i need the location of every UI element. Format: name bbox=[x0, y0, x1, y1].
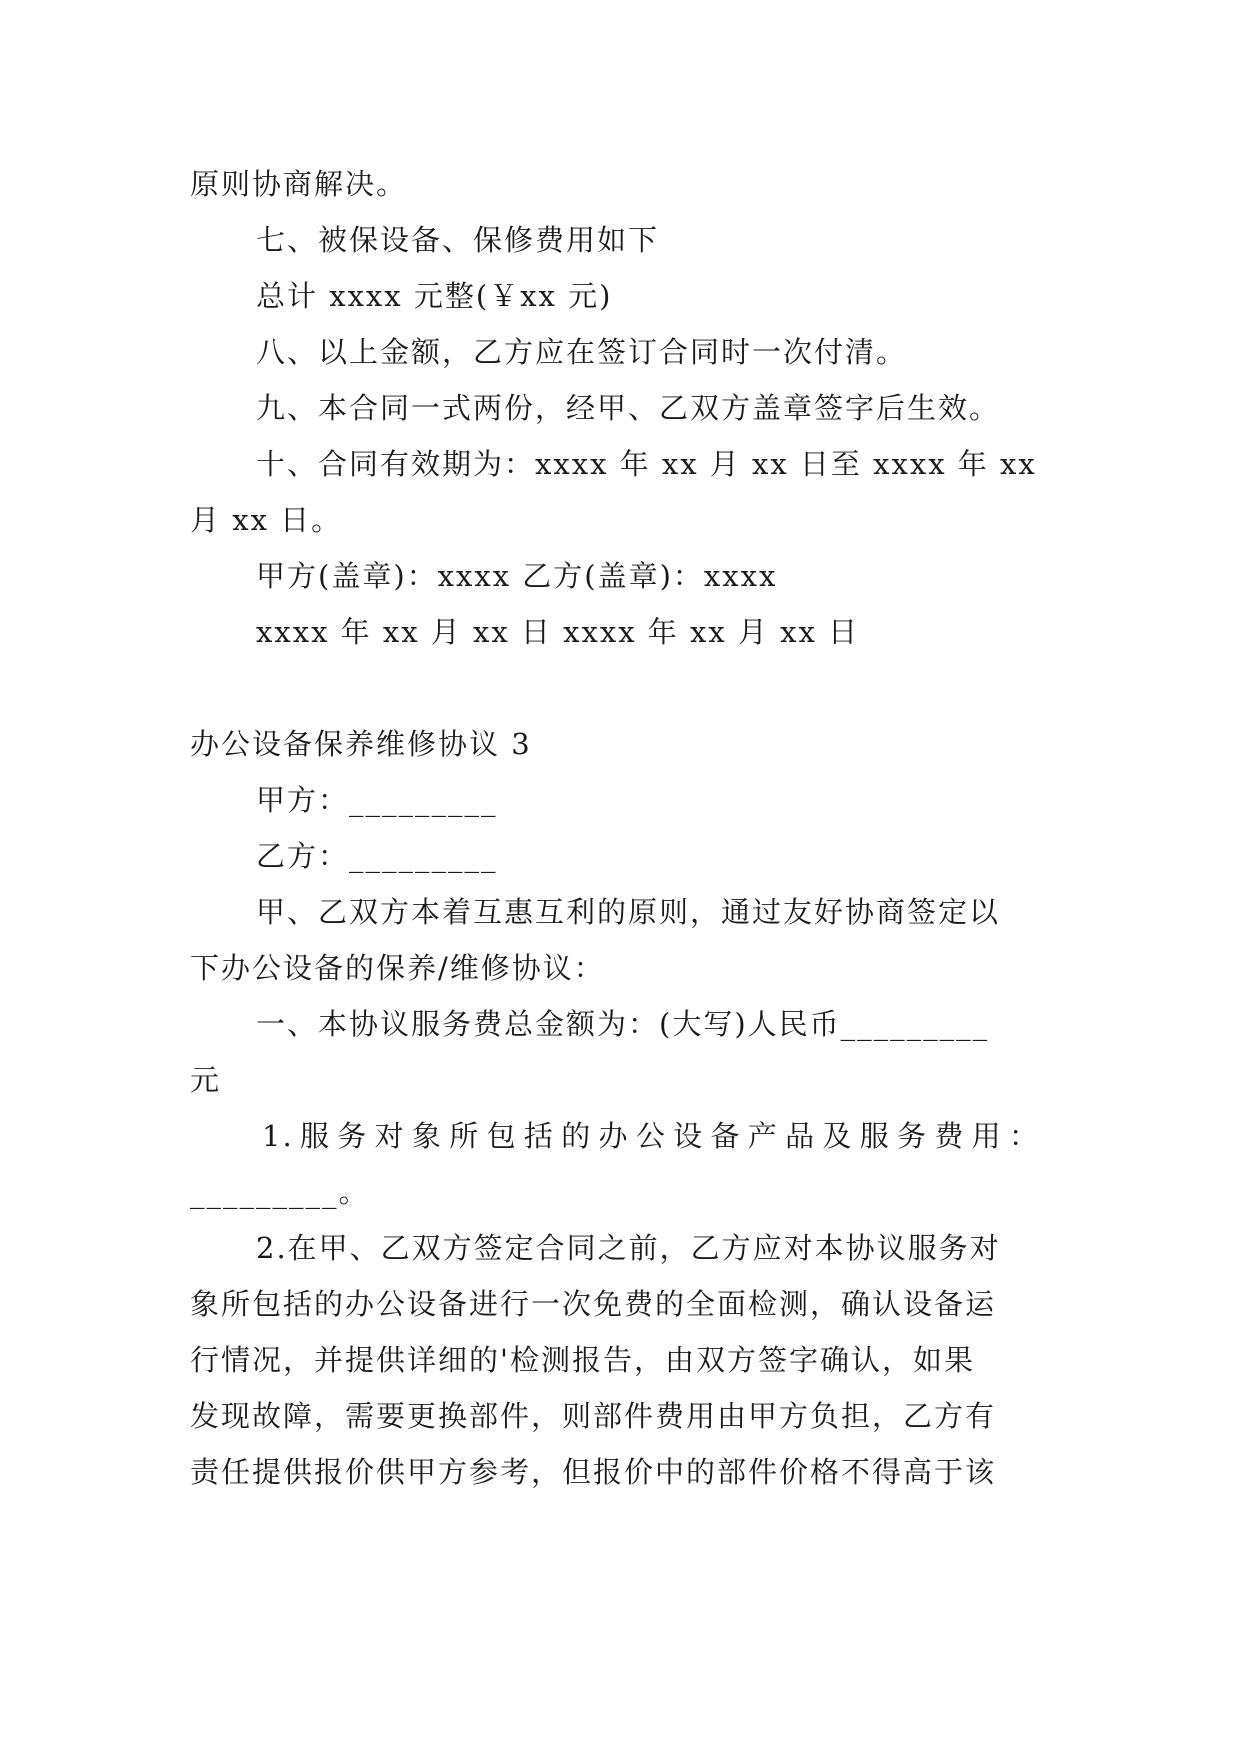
text-line: 总计 xxxx 元整(￥xx 元) bbox=[256, 279, 613, 313]
text-line: 甲、乙双方本着互惠互利的原则，通过友好协商签定以 bbox=[256, 895, 1001, 929]
text-line: 一、本协议服务费总金额为：(大写)人民币_________ bbox=[256, 1007, 990, 1041]
text-line: 九、本合同一式两份，经甲、乙双方盖章签字后生效。 bbox=[256, 391, 1001, 425]
text-line: 十、合同有效期为：xxxx 年 xx 月 xx 日至 xxxx 年 xx bbox=[256, 447, 1037, 481]
text-line: 行情况，并提供详细的'检测报告，由双方签字确认，如果 bbox=[190, 1343, 975, 1377]
date-line: xxxx 年 xx 月 xx 日 xxxx 年 xx 月 xx 日 bbox=[256, 615, 860, 649]
signature-line: 甲方(盖章)：xxxx 乙方(盖章)：xxxx bbox=[256, 559, 778, 593]
text-line: _________。 bbox=[190, 1175, 370, 1209]
party-a-field: 甲方：_________ bbox=[256, 783, 498, 817]
text-line: 1.服务对象所包括的办公设备产品及服务费用： bbox=[262, 1119, 1040, 1153]
text-line: 七、被保设备、保修费用如下 bbox=[256, 223, 660, 257]
party-b-field: 乙方：_________ bbox=[256, 839, 498, 873]
section-title: 办公设备保养维修协议 3 bbox=[190, 727, 532, 761]
text-line: 发现故障，需要更换部件，则部件费用由甲方负担，乙方有 bbox=[190, 1399, 997, 1433]
text-line: 原则协商解决。 bbox=[190, 167, 408, 201]
text-line: 责任提供报价供甲方参考，但报价中的部件价格不得高于该 bbox=[190, 1455, 997, 1489]
text-line: 象所包括的办公设备进行一次免费的全面检测，确认设备运 bbox=[190, 1287, 997, 1321]
text-line: 下办公设备的保养/维修协议： bbox=[190, 951, 605, 985]
text-line: 八、以上金额，乙方应在签订合同时一次付清。 bbox=[256, 335, 908, 369]
text-line: 月 xx 日。 bbox=[190, 503, 343, 537]
text-line: 元 bbox=[190, 1063, 222, 1097]
text-line: 2.在甲、乙双方签定合同之前，乙方应对本协议服务对 bbox=[256, 1231, 1001, 1265]
